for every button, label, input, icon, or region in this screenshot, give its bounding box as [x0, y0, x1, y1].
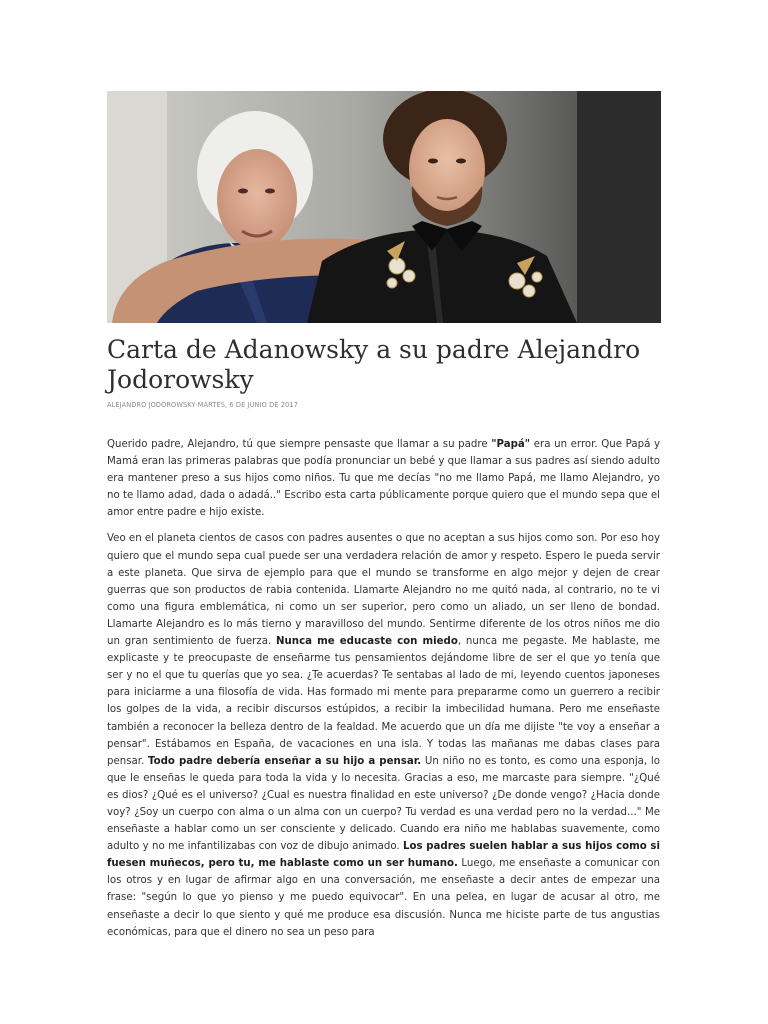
article-body [107, 436, 660, 950]
article-meta: ALEJANDRO JODOROWSKY·MARTES, 6 DE JUNIO DE 2017 [107, 401, 298, 409]
article-paragraph [107, 530, 660, 940]
bold-text: Los padres suelen hablar a sus hijos como si fuesen muñecos, pero tu, me hablaste como un ser humano. [107, 841, 660, 870]
hero-photo [107, 91, 661, 323]
paragraph-text: Veo en el planeta cientos de casos con padres ausentes o que no aceptan a sus hijos como son. Por eso hoy quiero que el mundo sepa cual puede ser una verdadera relación de amor y respeto. Espero le pueda servir a este planeta. Que sirva de ejemplo para que el mundo se transforme en algo mejor y dejen de crear guerras que son productos de rabia contenida. Llamarte Alejandro no me quitó nada, al contrario, no te vi como una figura emblemática, ni como un ser superior, pero como un aliado, un ser lleno de bondad. Llamarte Alejandro es lo más tierno y maravilloso del mundo. Sentirme diferente de los otros niños me dio un gran sentimiento de fuerza. [107, 533, 660, 648]
bold-text: Nunca me educaste con miedo [276, 636, 458, 648]
paragraph-text: era un error. Que Papá y Mamá eran las primeras palabras que podía pronunciar un bebé y que llamar a sus padres así siendo adulto era mantener preso a sus hijos como niños. Tu que me decías "no me llamo Papá, me llamo Alejandro, yo no te llamo adad, dada o adadá.." Escribo esta carta públicamente porque quiero que el mundo sepa que el amor entre padre e hijo existe. [107, 439, 660, 519]
bold-text: Todo padre debería enseñar a su hijo a pensar. [148, 755, 422, 767]
paragraph-text: Querido padre, Alejandro, tú que siempre pensaste que llamar a su padre [107, 439, 492, 450]
paragraph-text: Luego, me enseñaste a comunicar con los otros y en lugar de afirmar algo en una conversación, me enseñaste a decir antes de empezar una frase: "según lo que yo pienso y me puedo equivocar". En una pelea, en lugar de acusar al otro, me enseñaste a decir lo que siento y qué me produce esa discusión. Nunca me hiciste parte de tus angustias económicas, para que el dinero no sea un peso para [107, 858, 660, 938]
paragraph-text: , nunca me pegaste. Me hablaste, me explicaste y te preocupaste de enseñarme tus pensamientos dejándome libre de ser el que yo tenía que ser y no el que tu querías que yo sea. ¿Te acuerdas? Te sentabas al lado de mi, leyendo cuentos japoneses para iniciarme a una filosofía de vida. Has formado mi mente para prepararme como un guerrero a recibir los golpes de la vida, a recibir discursos estúpidos, a recibir la imbecilidad humana. Pero me enseñaste también a reconocer la belleza dentro de la fealdad. Me acuerdo que un día me dijiste "te voy a enseñar a pensar". Estábamos en España, de vacaciones en una isla. Y todas las mañanas me dabas clases para pensar. [107, 636, 661, 767]
article-paragraph [107, 436, 660, 521]
bold-text: "Papá" [491, 439, 531, 450]
article-title: Carta de Adanowsky a su padre Alejandro Jodorowsky [107, 335, 641, 394]
paragraph-text: Un niño no es tonto, es como una esponja, lo que le enseñas le queda para toda la vida y lo necesita. Gracias a eso, me marcaste para siempre. "¿Qué es dios? ¿Qué es el universo? ¿Cual es nuestra finalidad en este universo? ¿De donde vengo? ¿Hacia donde voy? ¿Soy un cuerpo con alma o un alma con un cuerpo? Tu verdad es una verdad pero no la verdad..." Me enseñaste a hablar como un ser consciente y delicado. Cuando era niño me hablabas suavemente, como adulto y no me infantilizabas con voz de dibujo animado. [107, 755, 660, 853]
